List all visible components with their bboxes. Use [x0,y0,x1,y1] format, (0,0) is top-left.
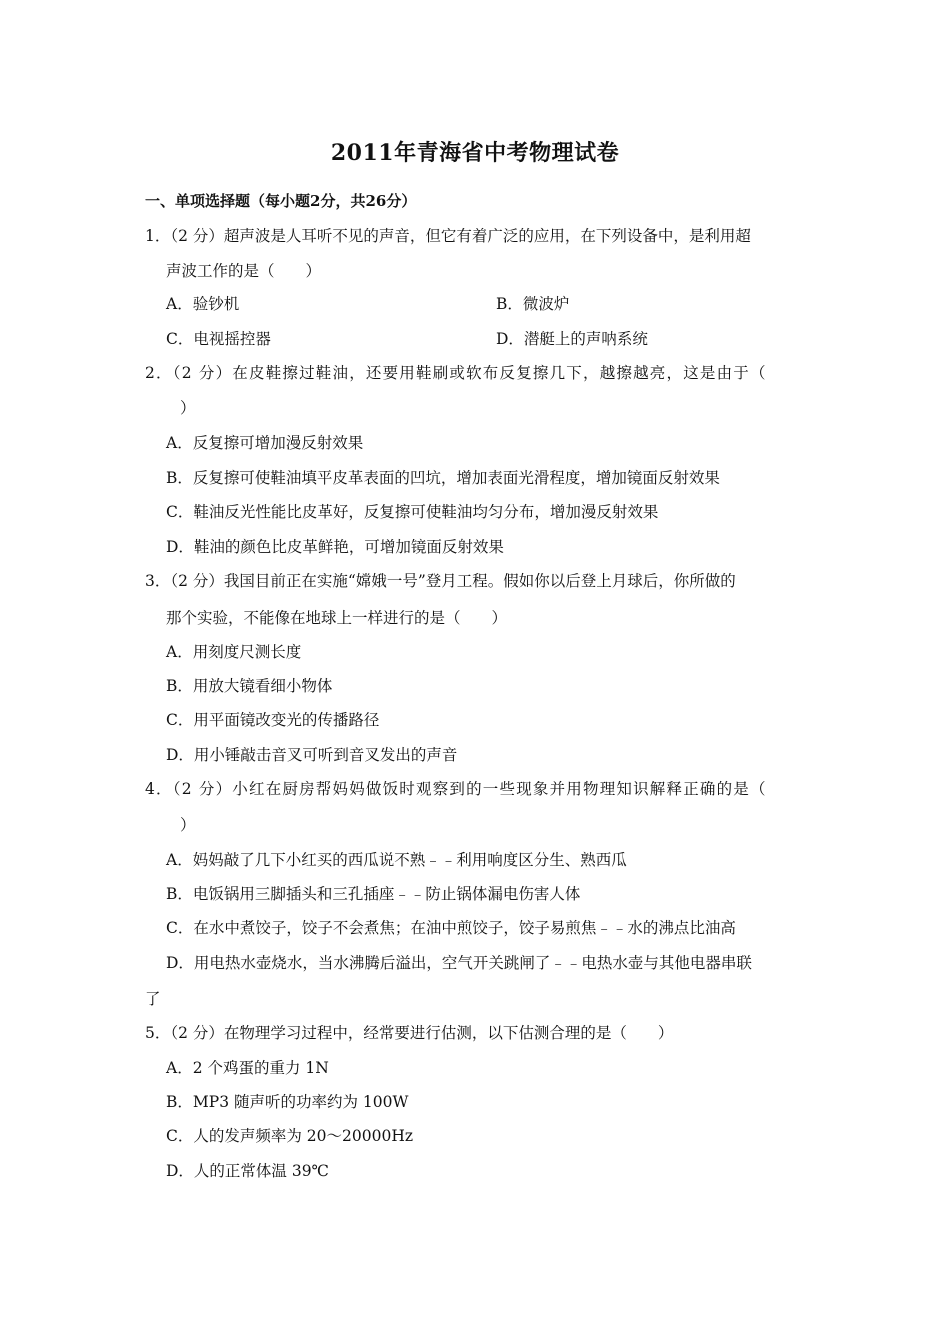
question-5-stem-line-1: 5．（2 分）在物理学习过程中，经常要进行估测，以下估测合理的是（ ） [145,1024,674,1042]
question-1-option-d: D．潜艇上的声呐系统 [496,330,648,348]
question-2-option-d: D．鞋油的颜色比皮革鲜艳，可增加镜面反射效果 [166,538,504,556]
question-2-option-b: B．反复擦可使鞋油填平皮革表面的凹坑，增加表面光滑程度，增加镜面反射效果 [166,469,720,487]
question-4-option-d: D．用电热水壶烧水，当水沸腾后溢出，空气开关跳闸了﹣﹣电热水壶与其他电器串联 [166,954,752,972]
question-3-option-b: B．用放大镜看细小物体 [166,677,333,695]
question-4-stem-line-2: ） [180,816,196,834]
question-2-stem-line-1: 2．（2 分）在皮鞋擦过鞋油，还要用鞋刷或软布反复擦几下，越擦越亮，这是由于（ [145,364,767,382]
section-heading: 一、单项选择题（每小题2分，共26分） [145,192,417,210]
question-4-option-d-wrap: 了 [145,990,161,1008]
question-1-option-a: A．验钞机 [166,295,240,313]
question-2-option-c: C．鞋油反光性能比皮革好，反复擦可使鞋油均匀分布，增加漫反射效果 [166,503,659,521]
question-1-stem-line-2: 声波工作的是（ ） [166,262,322,280]
question-4-option-c: C．在水中煮饺子，饺子不会煮焦；在油中煎饺子，饺子易煎焦﹣﹣水的沸点比油高 [166,919,736,937]
question-3-option-d: D．用小锤敲击音叉可听到音叉发出的声音 [166,746,458,764]
question-4-option-a: A．妈妈敲了几下小红买的西瓜说不熟﹣﹣利用响度区分生、熟西瓜 [166,851,627,869]
question-5-option-d: D．人的正常体温 39℃ [166,1162,329,1180]
question-1-option-b: B．微波炉 [496,295,570,313]
question-1-option-c: C．电视摇控器 [166,330,271,348]
question-4-option-b: B．电饭锅用三脚插头和三孔插座﹣﹣防止锅体漏电伤害人体 [166,885,581,903]
question-2-stem-line-2: ） [180,399,196,417]
question-4-stem-line-1: 4．（2 分）小红在厨房帮妈妈做饭时观察到的一些现象并用物理知识解释正确的是（ [145,780,767,798]
question-3-option-a: A．用刻度尺测长度 [166,643,302,661]
question-5-option-b: B．MP3 随声听的功率约为 100W [166,1093,409,1111]
question-3-stem-line-1: 3．（2 分）我国目前正在实施“嫦娥一号”登月工程。假如你以后登上月球后，你所做的 [145,572,736,590]
question-3-option-c: C．用平面镜改变光的传播路径 [166,711,380,729]
page-title: 2011年青海省中考物理试卷 [330,140,620,166]
question-5-option-a: A．2 个鸡蛋的重力 1N [166,1059,329,1077]
question-3-stem-line-2: 那个实验，不能像在地球上一样进行的是（ ） [166,609,508,627]
question-5-option-c: C．人的发声频率为 20～20000Hz [166,1127,414,1145]
question-1-stem-line-1: 1．（2 分）超声波是人耳听不见的声音，但它有着广泛的应用，在下列设备中，是利用超 [145,227,751,245]
question-2-option-a: A．反复擦可增加漫反射效果 [166,434,364,452]
